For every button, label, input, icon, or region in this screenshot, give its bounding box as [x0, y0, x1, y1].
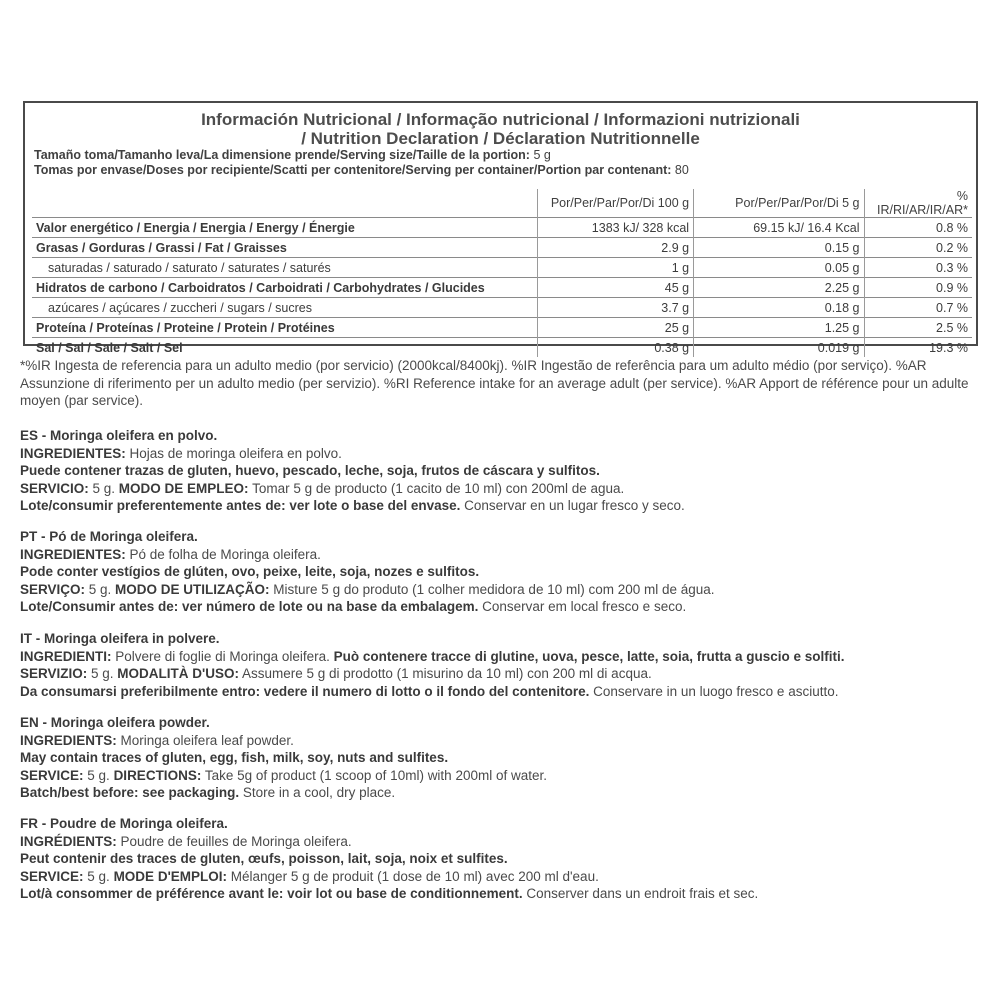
row-per-100g: 2.9 g [537, 238, 693, 258]
serving-line [20, 665, 985, 683]
ingredients-label: INGREDIENTS: [20, 732, 117, 748]
serving-label: SERVIZIO: [20, 666, 88, 681]
usage-label: MODO DE UTILIZAÇÃO: [115, 581, 270, 597]
row-per-100g: 0.38 g [537, 338, 693, 358]
ingredients-label: INGREDIENTES: [20, 546, 126, 562]
reference-intake-footnote: *%IR Ingesta de referencia para un adulto medio (por servicio) (2000kcal/8400kj). %IR Ingestão de referência para um adulto médio (por serviço). %AR Assunzione di riferimento per un adulto medio (per servizio). %RI Reference intake for an average adult (per service). %AR Apport de référence pour un adulte moyen (par service). [20, 358, 969, 408]
row-ri: 0.2 % [864, 238, 972, 258]
allergens-line: Peut contenir des traces de gluten, œufs, poisson, lait, soja, noix et sulfites. [20, 851, 508, 866]
ingredients-label: INGREDIENTI: [20, 648, 112, 664]
allergens-line: Puede contener trazas de gluten, huevo, pescado, leche, soja, frutos de cáscara y sulfitos. [20, 463, 600, 478]
lot-label: Batch/best before: see packaging. [20, 785, 240, 800]
header-per-100g: Por/Per/Par/Por/Di 100 g [537, 189, 693, 218]
serving-line [20, 581, 985, 599]
row-label: Hidratos de carbono / Carboidratos / Carboidrati / Carbohydrates / Glucides [32, 278, 537, 298]
row-per-100g: 3.7 g [537, 298, 693, 318]
serving-label: SERVICIO: [20, 480, 89, 496]
section-title: FR - Poudre de Moringa oleifera. [20, 816, 228, 831]
lot-label: Lote/consumir preferentemente antes de: ver lote o base del envase. [20, 498, 461, 513]
serving-line [20, 480, 985, 498]
ingredients-line [20, 445, 985, 463]
row-per-5g: 1.25 g [694, 318, 864, 338]
ingredients-line [20, 648, 985, 666]
row-per-5g: 0.15 g [694, 238, 864, 258]
lot-text: Conservar em local fresco e seco. [478, 599, 687, 614]
section-title: EN - Moringa oleifera powder. [20, 715, 210, 730]
row-label: Proteína / Proteínas / Proteine / Protein / Protéines [32, 318, 537, 338]
section-title: PT - Pó de Moringa oleifera. [20, 529, 198, 544]
header-per-5g: Por/Per/Par/Por/Di 5 g [694, 189, 864, 218]
serving-text: 5 g. [85, 581, 116, 597]
lot-text: Store in a cool, dry place. [239, 785, 396, 800]
row-ri: 0.9 % [864, 278, 972, 298]
usage-text: Misture 5 g do produto (1 colher medidora de 10 ml) com 200 ml de água. [269, 581, 715, 597]
ingredients-text: Moringa oleifera leaf powder. [116, 732, 294, 748]
ingredients-label: INGRÉDIENTS: [20, 833, 117, 849]
row-ri: 0.3 % [864, 258, 972, 278]
header-empty [32, 189, 537, 218]
lot-line [20, 497, 985, 515]
ingredients-text: Poudre de feuilles de Moringa oleifera. [116, 833, 352, 849]
header-ri: % IR/RI/AR/IR/AR* [864, 189, 972, 218]
lot-label: Lote/Consumir antes de: ver número de lote ou na base da embalagem. [20, 599, 479, 614]
serving-label: SERVICE: [20, 767, 84, 783]
section-title: IT - Moringa oleifera in polvere. [20, 631, 220, 646]
usage-label: MODO DE EMPLEO: [118, 480, 249, 496]
serving-text: 5 g. [83, 767, 114, 783]
row-per-100g: 1383 kJ/ 328 kcal [537, 218, 693, 238]
usage-text: Tomar 5 g de producto (1 cacito de 10 ml) con 200ml de agua. [248, 480, 625, 496]
serving-text: 5 g. [87, 666, 118, 681]
lot-label: Lot/à consommer de préférence avant le: voir lot ou base de conditionnement. [20, 886, 523, 901]
row-per-5g: 69.15 kJ/ 16.4 Kcal [694, 218, 864, 238]
section-es [20, 427, 985, 515]
lot-text: Conservare in un luogo fresco e asciutto. [589, 683, 839, 699]
serving-text: 5 g. [83, 868, 114, 884]
table-row [32, 318, 972, 338]
serving-label: SERVICE: [20, 868, 84, 884]
usage-text: Assumere 5 g di prodotto (1 misurino da 10 ml) con 200 ml di acqua. [239, 666, 652, 681]
ingredients-text: Pó de folha de Moringa oleifera. [125, 546, 321, 562]
lot-text: Conservar en un lugar fresco y seco. [460, 498, 685, 513]
serving-line [20, 868, 985, 886]
table-row [32, 338, 972, 358]
row-per-100g: 1 g [537, 258, 693, 278]
usage-label: MODE D'EMPLOI: [113, 868, 228, 884]
table-row [32, 298, 972, 318]
ingredients-line [20, 732, 985, 750]
servings-label: Tomas por envase/Doses por recipiente/Scatti per contenitore/Serving per container/Portion par contenant: [34, 163, 672, 177]
row-label: Valor energético / Energia / Energia / Energy / Énergie [32, 218, 537, 238]
ingredients-line [20, 833, 985, 851]
table-row [32, 278, 972, 298]
serving-size-label: Tamaño toma/Tamanho leva/La dimensione prende/Serving size/Taille de la portion: [34, 148, 530, 162]
allergens-text: Può contenere tracce di glutine, uova, pesce, latte, soia, frutta a guscio e solfiti. [333, 648, 845, 664]
section-fr [20, 815, 985, 903]
usage-text: Take 5g of product (1 scoop of 10ml) with 200ml of water. [201, 767, 547, 783]
allergens-line: May contain traces of gluten, egg, fish, milk, soy, nuts and sulfites. [20, 750, 449, 765]
nutrition-title [25, 110, 976, 148]
section-pt [20, 528, 985, 616]
section-en [20, 714, 985, 802]
row-per-5g: 0.18 g [694, 298, 864, 318]
row-ri: 19.3 % [864, 338, 972, 358]
section-title: ES - Moringa oleifera en polvo. [20, 428, 218, 443]
servings-value: 80 [674, 163, 689, 177]
usage-text: Mélanger 5 g de produit (1 dose de 10 ml) avec 200 ml d'eau. [227, 868, 599, 884]
row-per-100g: 25 g [537, 318, 693, 338]
table-row [32, 258, 972, 278]
lot-text: Conserver dans un endroit frais et sec. [522, 886, 759, 901]
table-row [32, 218, 972, 238]
row-per-5g: 0.05 g [694, 258, 864, 278]
serving-size [25, 148, 976, 163]
row-per-5g: 2.25 g [694, 278, 864, 298]
lot-line [20, 598, 985, 616]
usage-label: MODALITÀ D'USO: [117, 666, 239, 681]
row-label: Grasas / Gorduras / Grassi / Fat / Graisses [32, 238, 537, 258]
serving-size-value: 5 g [533, 148, 551, 162]
servings-per-container [25, 163, 976, 178]
lot-label: Da consumarsi preferibilmente entro: vedere il numero di lotto o il fondo del contenitore. [20, 683, 590, 699]
row-label: saturadas / saturado / saturato / saturates / saturés [32, 258, 537, 278]
serving-text: 5 g. [88, 480, 119, 496]
row-ri: 2.5 % [864, 318, 972, 338]
row-ri: 0.8 % [864, 218, 972, 238]
table-header-row [32, 189, 972, 218]
serving-label: SERVIÇO: [20, 581, 86, 597]
serving-line [20, 767, 985, 785]
row-label: azúcares / açúcares / zuccheri / sugars / sucres [32, 298, 537, 318]
ingredients-text: Polvere di foglie di Moringa oleifera. [111, 648, 334, 664]
row-per-100g: 45 g [537, 278, 693, 298]
section-it [20, 630, 985, 700]
nutrition-panel [23, 101, 978, 355]
lot-line [20, 784, 985, 802]
table-row [32, 238, 972, 258]
title-line-1: Información Nutricional / Informação nutricional / Informazioni nutrizionali [201, 110, 800, 129]
usage-label: DIRECTIONS: [113, 767, 202, 783]
ingredients-label: INGREDIENTES: [20, 445, 126, 461]
ingredients-line [20, 546, 985, 564]
lot-line [20, 885, 985, 903]
row-ri: 0.7 % [864, 298, 972, 318]
row-label: Sal / Sal / Sale / Salt / Sel [32, 338, 537, 358]
allergens-line: Pode conter vestígios de glúten, ovo, peixe, leite, soja, nozes e sulfitos. [20, 564, 480, 579]
ingredients-text: Hojas de moringa oleifera en polvo. [125, 445, 342, 461]
nutrition-table [32, 189, 972, 357]
title-line-2: / Nutrition Declaration / Déclaration Nutritionnelle [301, 129, 700, 148]
row-per-5g: 0.019 g [694, 338, 864, 358]
lot-line [20, 683, 985, 701]
